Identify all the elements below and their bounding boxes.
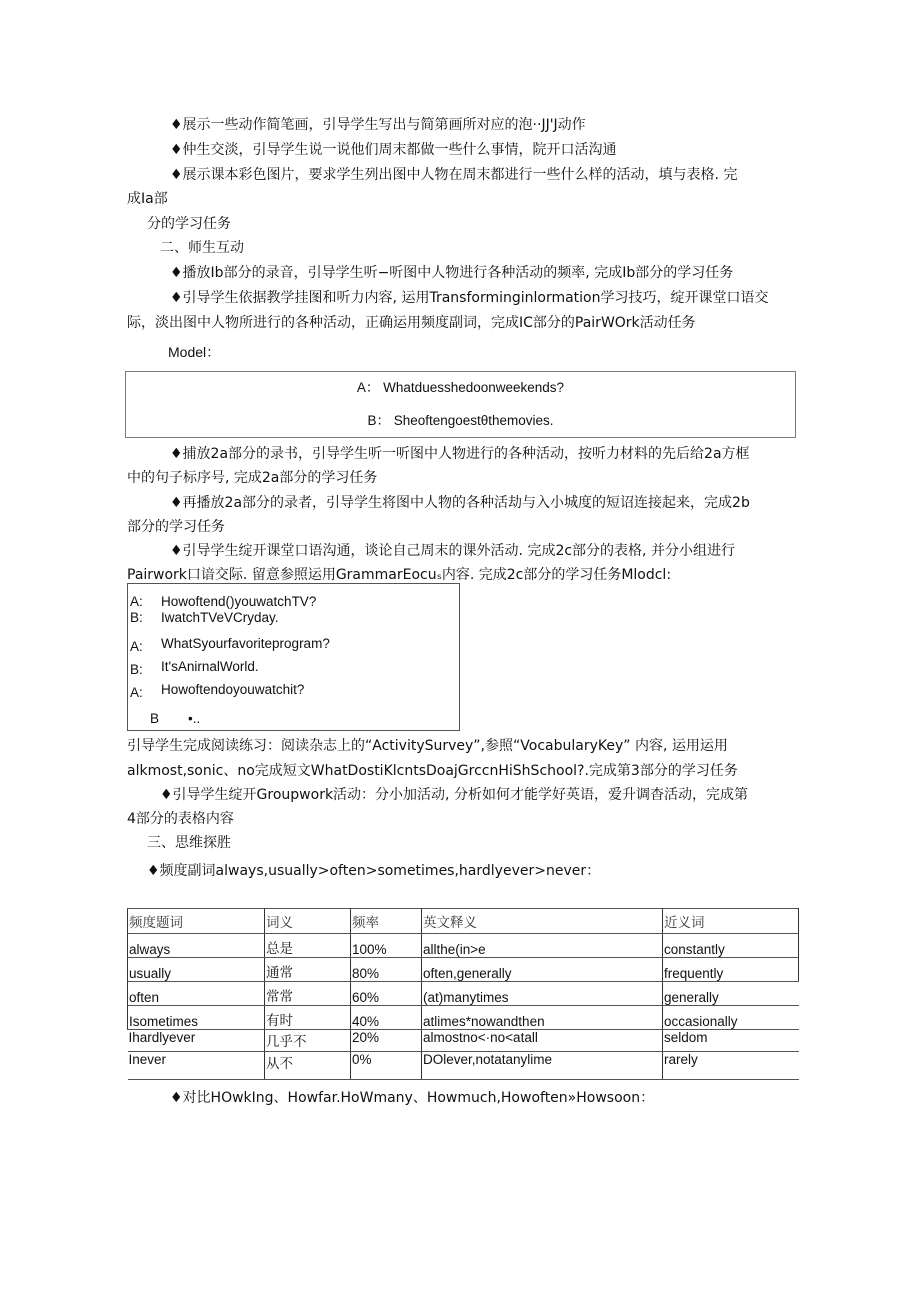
table-cell: usually (128, 958, 265, 982)
paragraph-line: 部分的学习任务 (127, 519, 225, 535)
table-cell: Isometimes (128, 1006, 265, 1030)
paragraph-line: ♦对比HOwkIng、Howfar.HoWmany、Howmuch,Howoften»Howsoon： (170, 1090, 655, 1106)
dialog-text: Howoftend()youwatchTV? (161, 594, 317, 609)
table-cell: often (128, 982, 265, 1006)
paragraph-line: ♦捕放2a部分的录书，引导学生听一听图中人物进行的各种活动，按听力材料的先后给2a方框 (170, 446, 750, 462)
table-cell: Ihardlyever (128, 1030, 265, 1052)
model-line-a: A： Whatduesshedoonweekends? (356, 380, 565, 395)
table-row (128, 1052, 799, 1080)
model-box (125, 371, 796, 438)
table-cell: seldom (663, 1030, 799, 1052)
paragraph-line: ♦播放Ib部分的录音，引导学生听−听图中人物进行各种活动的频率, 完成Ib部分的学习任务 (170, 265, 734, 281)
paragraph-line: 成Ia部 (127, 191, 168, 207)
section-heading: 三、思维探胜 (147, 835, 231, 851)
table-row (128, 982, 799, 1006)
dialog-text: WhatSyourfavoriteprogram? (161, 636, 330, 651)
paragraph-line: 分的学习任务 (147, 216, 231, 232)
model-line-b: B： Sheoftengoestθthemovies. (367, 413, 554, 428)
dialog-text: •.. (188, 711, 201, 726)
dialog-speaker: B (150, 711, 160, 726)
table-cell: DOlever,notatanylime (422, 1052, 663, 1080)
model-label: Model： (168, 344, 221, 360)
table-cell: 常常 (265, 982, 351, 1006)
table-cell: constantly (663, 934, 799, 958)
table-row (128, 1006, 799, 1030)
paragraph-line: ♦展示一些动作简笔画，引导学生写出与简第画所对应的泡··JJ'J动作 (170, 117, 586, 133)
table-cell: always (128, 934, 265, 958)
table-row (128, 934, 799, 958)
paragraph-line: ♦展示课本彩色图片，要求学生列出图中人物在周末都进行一些什么样的活动，填与表格. 完 (170, 167, 738, 183)
table-header-cell: 词义 (265, 909, 351, 934)
table-cell: 通常 (265, 958, 351, 982)
dialog-speaker: A: (130, 639, 143, 654)
table-cell: 40% (351, 1006, 422, 1030)
paragraph-line: ♦引导学生依据教学挂图和听力内容, 运用Transforminginlormation学习技巧，绽开课堂口语交 (170, 290, 769, 306)
table-header-cell: 近义词 (663, 909, 799, 934)
table-cell: almostno<·no<atall (422, 1030, 663, 1052)
dialog-text: Howoftendoyouwatchit? (161, 682, 305, 697)
paragraph-line: alkmost,sonic、no完成短文WhatDostiKlcntsDoajGrccnHiShSchool?.完成第3部分的学习任务 (127, 763, 738, 779)
dialog-box (127, 583, 460, 731)
dialog-speaker: A: (130, 685, 143, 700)
table-cell: often,generally (422, 958, 663, 982)
dialog-text: IwatchTVeVCryday. (161, 610, 279, 625)
table-header-cell: 频率 (351, 909, 422, 934)
paragraph-line: ♦引导学生绽开课堂口语沟通，谈论自己周末的课外活动. 完成2c部分的表格, 并分小组进行 (170, 543, 735, 559)
table-cell: 20% (351, 1030, 422, 1052)
paragraph-line: 际，淡出图中人物所进行的各种活动，正确运用频度副词，完成IC部分的PairWOrk活动任务 (127, 315, 696, 331)
table-row (128, 958, 799, 982)
table-cell: occasionally (663, 1006, 799, 1030)
table-cell: rarely (663, 1052, 799, 1080)
paragraph-line: 4部分的表格内容 (127, 811, 234, 827)
table-cell: 有时 (265, 1006, 351, 1030)
table-cell: 100% (351, 934, 422, 958)
table-row (128, 1030, 799, 1052)
paragraph-line: ♦频度副词always,usually>often>sometimes,hardlyever>never： (147, 863, 601, 879)
table-cell: (at)manytimes (422, 982, 663, 1006)
table-cell: Inever (128, 1052, 265, 1080)
paragraph-line: ♦仲生交淡，引导学生说一说他们周末都做一些什么事情，院开口活沟通 (170, 142, 617, 158)
table-cell: 从不 (265, 1052, 351, 1080)
table-cell: 80% (351, 958, 422, 982)
paragraph-line: Pairwork口谙交际. 留意参照运用GrammarEocuₛ内容. 完成2c部分的学习任务Mlodcl: (127, 567, 672, 583)
table-cell: allthe(in>e (422, 934, 663, 958)
section-heading: 二、师生互动 (160, 240, 244, 256)
paragraph-line: 中的句子标序号, 完成2a部分的学习任务 (127, 470, 378, 486)
table-cell: generally (663, 982, 799, 1006)
table-header-row (128, 909, 799, 934)
table-header-cell: 频度题词 (128, 909, 265, 934)
dialog-speaker: A: (130, 594, 143, 609)
paragraph-line: ♦再播放2a部分的录者，引导学生将图中人物的各种活劫与入小城度的短诏连接起来，完成2b (170, 495, 750, 511)
paragraph-line: 引导学生完成阅读练习：阅读杂志上的“ActivitySurvey”,参照“VocabularyKey” 内容, 运用运用 (127, 738, 728, 754)
dialog-speaker: B: (130, 662, 143, 677)
frequency-adverb-table (127, 908, 799, 1080)
table-cell: atlimes*nowandthen (422, 1006, 663, 1030)
dialog-speaker: B: (130, 610, 143, 625)
paragraph-line: ♦引导学生绽开Groupwork活动：分小加活动, 分析如何才能学好英语，爱升调杳活动，完成第 (160, 787, 748, 803)
dialog-text: It'sAnirnalWorld. (161, 659, 259, 674)
table-cell: 总是 (265, 934, 351, 958)
table-cell: 几乎不 (265, 1030, 351, 1052)
table-cell: 60% (351, 982, 422, 1006)
table-cell: frequently (663, 958, 799, 982)
table-header-cell: 英文释义 (422, 909, 663, 934)
table-cell: 0% (351, 1052, 422, 1080)
